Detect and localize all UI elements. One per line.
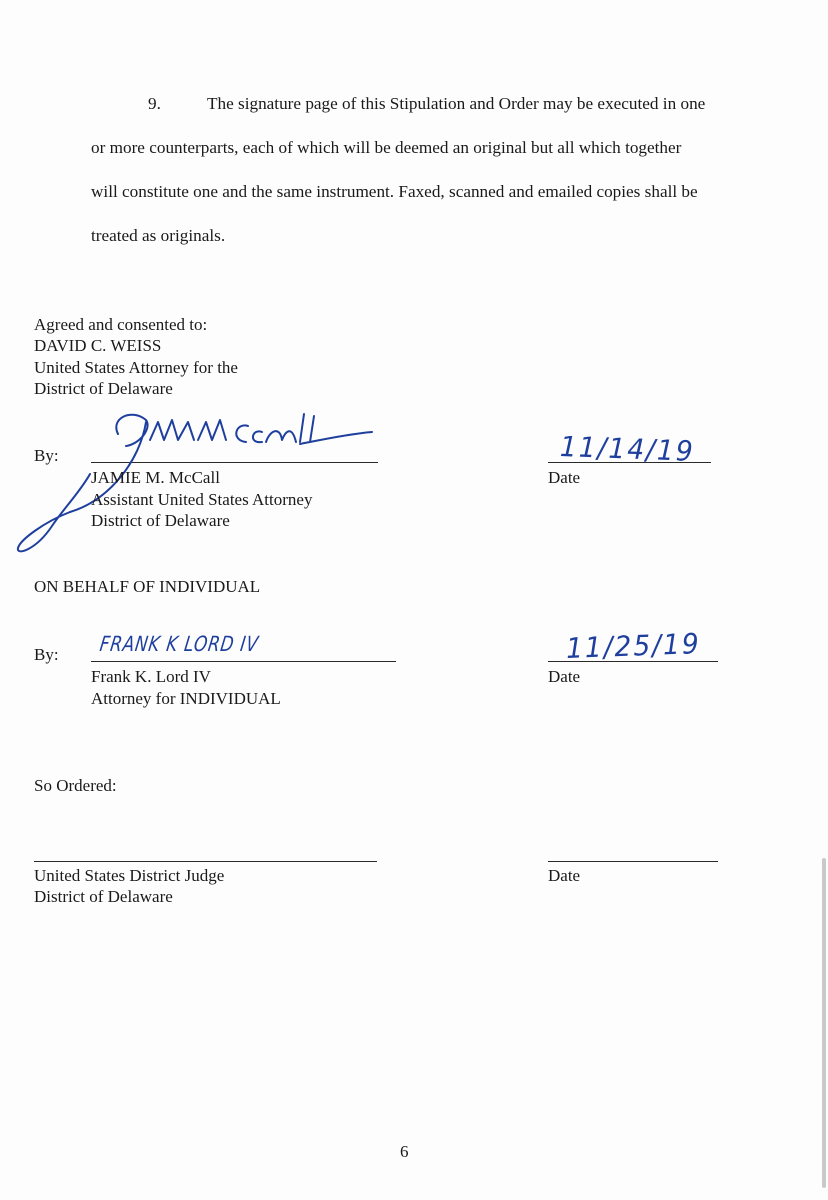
so-ordered-heading: So Ordered:	[34, 776, 117, 795]
signer-district-mccall: District of Delaware	[91, 511, 230, 530]
paragraph-line-4: treated as originals.	[91, 226, 226, 245]
paragraph-line-1: The signature page of this Stipulation and Order may be executed in one	[207, 94, 706, 113]
date-label-court: Date	[548, 866, 581, 885]
paragraph-number: 9.	[148, 94, 161, 113]
date-label-individual: Date	[548, 667, 581, 686]
date-line-court	[548, 861, 718, 862]
vertical-scrollbar[interactable]	[822, 858, 826, 1188]
judge-title: United States District Judge	[34, 866, 225, 885]
signer-name-lord: Frank K. Lord IV	[91, 667, 211, 686]
page-number: 6	[400, 1142, 409, 1161]
signature-lord: FRANK K LORD IV	[98, 632, 261, 656]
agreed-consented-label: Agreed and consented to:	[34, 315, 208, 334]
signer-name-mccall: JAMIE M. McCall	[91, 468, 220, 487]
on-behalf-heading: ON BEHALF OF INDIVIDUAL	[34, 577, 261, 596]
date-line-government	[548, 462, 711, 463]
signer-title-lord: Attorney for INDIVIDUAL	[91, 689, 281, 708]
date-label-government: Date	[548, 468, 581, 487]
judge-district: District of Delaware	[34, 887, 173, 906]
by-label-individual: By:	[34, 645, 59, 664]
paragraph-line-2: or more counterparts, each of which will be deemed an original but all which together	[91, 138, 682, 157]
us-attorney-name: DAVID C. WEISS	[34, 336, 162, 355]
us-attorney-title: United States Attorney for the	[34, 358, 238, 377]
us-attorney-district: District of Delaware	[34, 379, 173, 398]
judge-signature-line	[34, 861, 377, 862]
handwritten-date-lord: 11/25/19	[565, 627, 702, 665]
signer-title-mccall: Assistant United States Attorney	[91, 490, 313, 509]
paragraph-line-3: will constitute one and the same instrument. Faxed, scanned and emailed copies shall be	[91, 182, 698, 201]
by-label-government: By:	[34, 446, 59, 465]
handwritten-date-mccall: 11/14/19	[559, 430, 696, 468]
date-line-individual	[548, 661, 718, 662]
signature-line-individual	[91, 661, 396, 662]
